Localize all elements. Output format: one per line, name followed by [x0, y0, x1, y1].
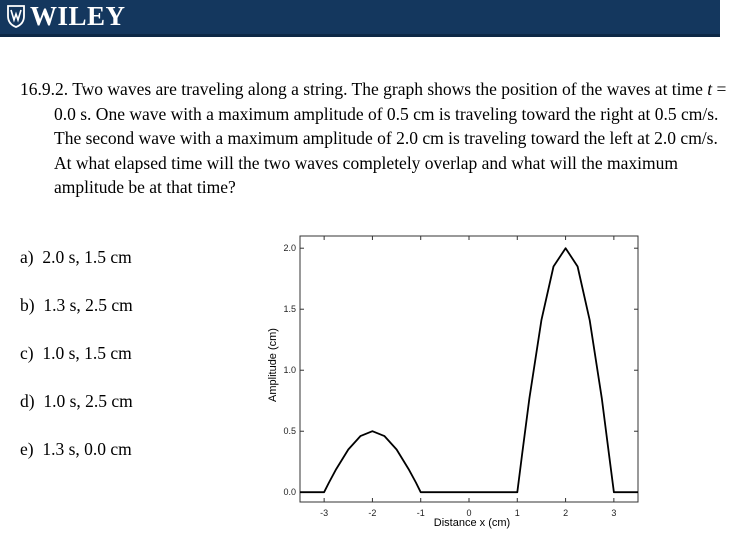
answer-label: a) [20, 247, 34, 267]
y-tick-label: 0.5 [283, 426, 296, 437]
y-tick-label: 1.0 [283, 365, 296, 376]
plot-ticks [283, 236, 638, 518]
question-number: 16.9.2. [20, 79, 69, 99]
answer-label: b) [20, 295, 35, 315]
wave-amplitude-chart [258, 232, 648, 532]
x-tick-label: -3 [320, 508, 329, 518]
x-tick-label: 3 [611, 508, 617, 518]
plot-border [300, 236, 638, 502]
answer-text: 1.0 s, 2.5 cm [43, 391, 133, 411]
y-axis-label: Amplitude (cm) [267, 328, 279, 402]
question-variable: t [707, 79, 713, 99]
answer-option-c[interactable] [20, 342, 260, 390]
answer-label: d) [20, 391, 35, 411]
x-tick-label: -1 [416, 508, 425, 518]
x-axis-label: Distance x (cm) [433, 517, 511, 529]
wiley-logo [6, 2, 126, 30]
y-tick-label: 1.5 [283, 304, 296, 315]
answer-list [20, 246, 260, 486]
header-bar [0, 0, 720, 37]
wiley-shield-icon [6, 4, 26, 28]
x-tick-label: -2 [368, 508, 377, 518]
answer-label: c) [20, 343, 34, 363]
logo-text: WILEY [30, 1, 126, 31]
y-tick-label: 2.0 [283, 243, 296, 254]
x-tick-label: 1 [514, 508, 520, 518]
answer-option-d[interactable] [20, 390, 260, 438]
answer-text: 1.3 s, 2.5 cm [43, 295, 133, 315]
question-body-2: = 0.0 s. One wave with a maximum amplitude of 0.5 cm is traveling toward the right at 0.5 cm/s. The second wave with a maximum amplitude of 2.0 cm is traveling toward the left at 2.0 cm/s. At what elapsed time will the two waves completely overlap and what will the maximum amplitude be at that time? [54, 79, 727, 197]
answer-option-e[interactable] [20, 438, 260, 486]
answer-text: 1.0 s, 1.5 cm [42, 343, 132, 363]
answer-text: 1.3 s, 0.0 cm [42, 439, 132, 459]
plot-frame [300, 236, 638, 502]
question-body-1: Two waves are traveling along a string. The graph shows the position of the waves at time [72, 79, 708, 99]
y-tick-label: 0.0 [283, 487, 296, 498]
answer-text: 2.0 s, 1.5 cm [42, 247, 132, 267]
x-tick-label: 2 [563, 508, 569, 518]
answer-option-a[interactable] [20, 246, 260, 294]
plot-series [300, 248, 638, 492]
x-tick-label: 0 [466, 508, 472, 518]
answer-option-b[interactable] [20, 294, 260, 342]
question-text [20, 77, 734, 200]
wave-line [300, 248, 638, 492]
answer-label: e) [20, 439, 34, 459]
